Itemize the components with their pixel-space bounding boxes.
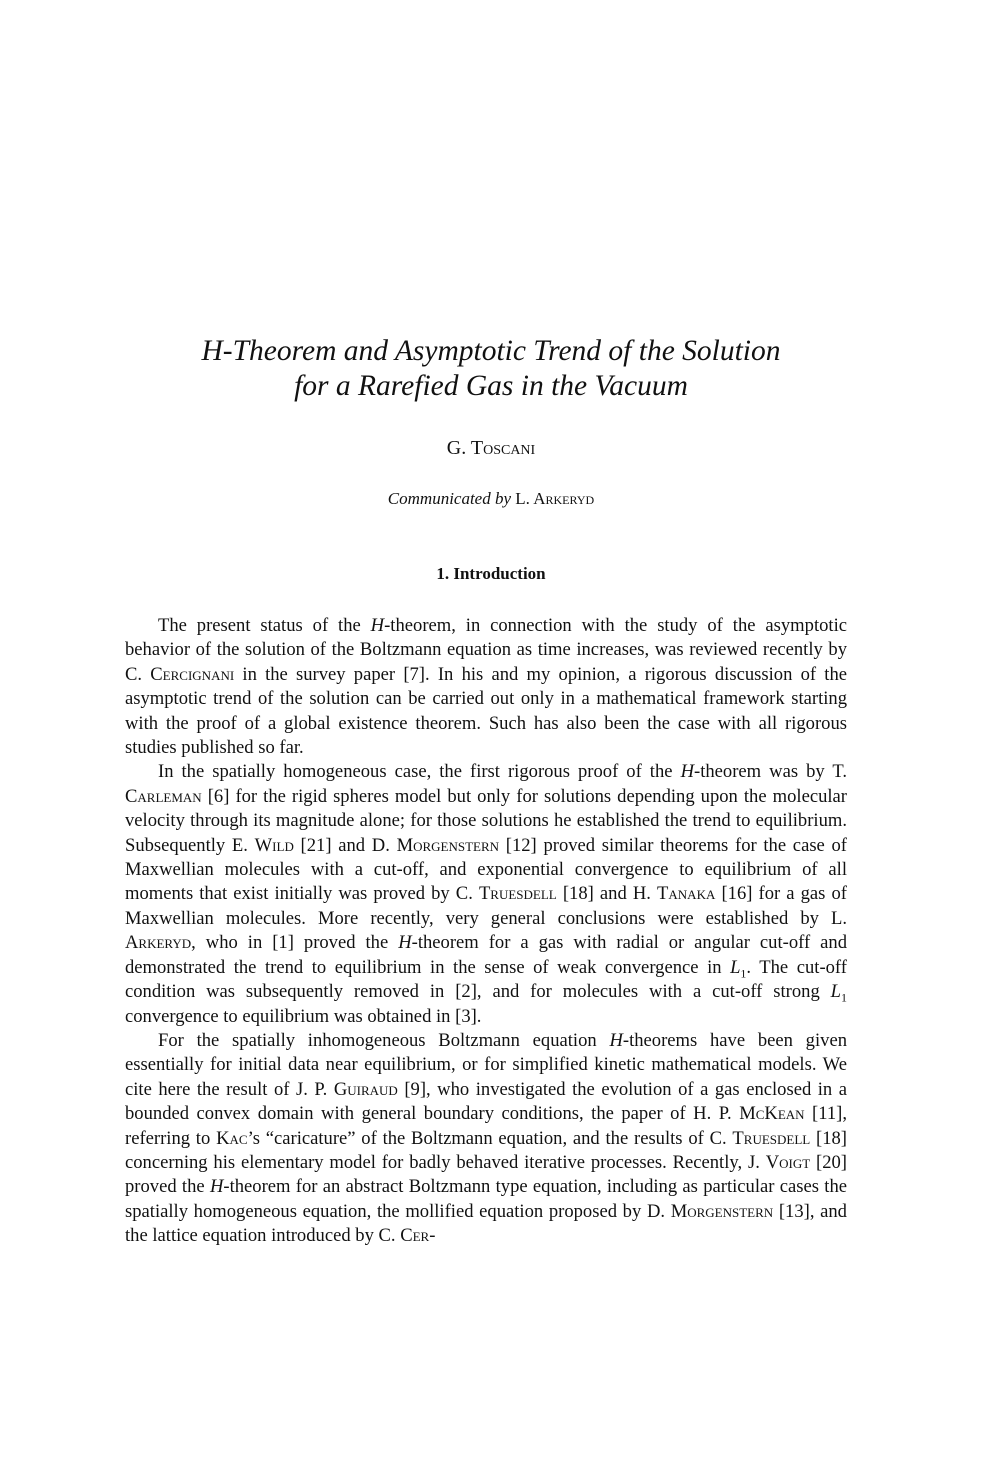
communicated-name: L. Arkeryd — [515, 489, 595, 508]
author-ref: Carleman — [125, 785, 202, 807]
text-run: -theorems have been given essentially for initial data near equilibrium, or for simplified kinetic mathematical models. We cite here the result of J. P. — [125, 1029, 847, 1100]
author-ref: Morgenstern — [396, 834, 500, 856]
body-text — [125, 614, 847, 1249]
title-line-2: for a Rarefied Gas in the Vacuum — [294, 370, 688, 402]
text-run: convergence to equilibrium was obtained in [3]. — [125, 1005, 482, 1027]
symbol-H: H — [370, 615, 385, 636]
subscript-1: 1 — [841, 990, 847, 1005]
text-run: [21] and D. — [293, 834, 397, 856]
text-run: ’s “caricature” of the Boltzmann equation, and the results of C. — [247, 1127, 733, 1149]
paper-title — [100, 334, 882, 404]
symbol-L: L — [730, 956, 741, 978]
text-run: -theorem was by T. — [694, 761, 847, 783]
symbol-H: H — [609, 1029, 623, 1051]
communicated-label: Communicated by — [387, 489, 512, 508]
text-run: -theorem for a gas with radial or angular cut-off and demonstrated the trend to equilibrium in the sense of weak convergence in — [125, 932, 847, 978]
author-ref: Tanaka — [657, 883, 716, 905]
communicated-by — [100, 488, 882, 510]
paragraph-3 — [125, 1029, 847, 1249]
author-ref: Cer — [400, 1225, 430, 1247]
author-ref: Truesdell — [732, 1127, 811, 1149]
author-ref: Voigt — [765, 1151, 811, 1173]
paragraph-2 — [125, 760, 847, 1028]
author-ref: Arkeryd — [125, 932, 192, 954]
symbol-L: L — [830, 981, 841, 1003]
text-run: [11], referring to — [125, 1103, 847, 1149]
text-run: [20] proved the — [125, 1151, 847, 1198]
author-ref: Wild — [254, 834, 294, 856]
author-ref: Cercignani — [150, 663, 235, 685]
author-ref: Kac — [216, 1127, 248, 1149]
text-run: In the spatially homogeneous case, the first rigorous proof of the — [158, 761, 681, 783]
text-run: -theorem, in connection with the study of the asymptotic behavior of the solution of the Boltzmann equation as time increases, was reviewed recently by C. — [125, 615, 847, 685]
text-run: [18] and H. — [556, 883, 658, 905]
text-run: - — [429, 1225, 436, 1247]
author-ref: McKean — [739, 1103, 805, 1125]
subscript-1: 1 — [740, 966, 747, 981]
text-run: [16] for a gas of Maxwellian molecules. More recently, very general conclusions were established by L. — [125, 883, 848, 929]
symbol-H: H — [209, 1176, 224, 1198]
text-run: [9], who investigated the evolution of a gas enclosed in a bounded convex domain with general boundary conditions, the paper of H. P. — [125, 1078, 848, 1125]
symbol-H: H — [680, 761, 694, 783]
text-run: in the survey paper [7]. In his and my opinion, a rigorous discussion of the asymptotic trend of the solution can be carried out only in a mathematical framework starting with the proof of a global existence theorem. Such has also been the case with all rigorous studies published so far. — [125, 663, 848, 759]
title-line-1: H-Theorem and Asymptotic Trend of the Solution — [201, 335, 781, 367]
paragraph-1 — [125, 614, 847, 760]
text-run: [13], and the lattice equation introduced by C. — [125, 1200, 847, 1247]
author-ref: Morgenstern — [670, 1200, 774, 1222]
author-name: G. Toscani — [446, 437, 536, 459]
text-run: [12] proved similar theorems for the case of Maxwellian molecules with a cut-off, and exponential convergence to equilibrium of all moments that exist initially was proved by C. — [125, 834, 848, 905]
section-heading: 1. Introduction — [436, 564, 546, 583]
text-run: [18] concerning his elementary model for badly behaved iterative processes. Recently, J. — [125, 1127, 847, 1173]
text-run: [6] for the rigid spheres model but only for solutions depending upon the molecular velocity through its magnitude alone; for those solutions he established the trend to equilibrium. Subsequently E. — [125, 785, 847, 856]
text-run: For the spatially inhomogeneous Boltzmann equation — [158, 1029, 610, 1051]
text-run: . The cut-off condition was subsequently removed in [2], and for molecules with a cut-off strong — [125, 956, 847, 1003]
author-ref: Guiraud — [333, 1078, 398, 1100]
text-run: The present status of the — [158, 615, 371, 636]
symbol-H: H — [398, 932, 412, 954]
text-run: -theorem for an abstract Boltzmann type equation, including as particular cases the spatially homogeneous equation, the mollified equation proposed by D. — [125, 1176, 847, 1222]
author-ref: Truesdell — [478, 883, 557, 905]
text-run: , who in [1] proved the — [191, 932, 399, 954]
